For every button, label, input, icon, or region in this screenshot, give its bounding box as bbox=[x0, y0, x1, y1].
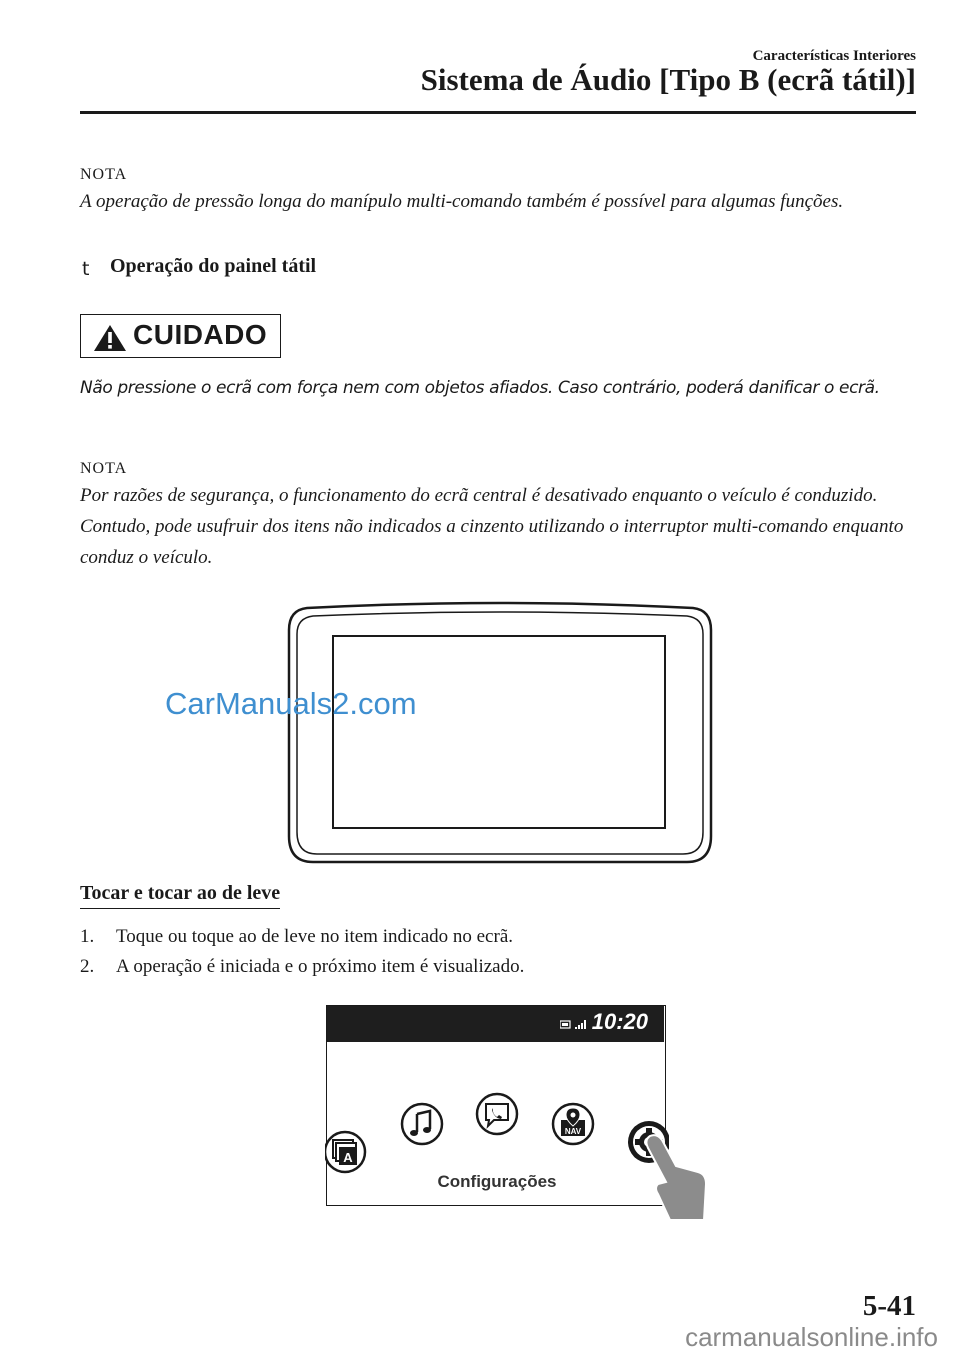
screen-caption: Configurações bbox=[437, 1172, 557, 1191]
step-number: 2. bbox=[80, 956, 95, 977]
subsection-heading: Operação do painel tátil bbox=[110, 255, 317, 277]
center-display-illustration bbox=[285, 600, 715, 868]
caution-text: Não pressione o ecrã com força nem com objetos afiados. Caso contrário, poderá danificar o ecrã. bbox=[80, 378, 880, 398]
footer-watermark: carmanualsonline.info bbox=[685, 1322, 938, 1352]
signal-battery-icon bbox=[560, 1018, 590, 1030]
section-title: Tocar e tocar ao de leve bbox=[80, 882, 280, 909]
note-text-2: Por razões de segurança, o funcionamento do ecrã central é desativado enquanto o veículo é conduzido. Contudo, pode usufruir dos itens não indicados a cinzento utilizando o interruptor multi-comando enquanto conduz o veículo. bbox=[80, 485, 904, 568]
header-section: Características Interiores bbox=[752, 48, 916, 64]
navigation-icon[interactable] bbox=[551, 1102, 595, 1146]
screen-illustration bbox=[326, 1005, 666, 1206]
note-label-2: NOTA bbox=[80, 460, 128, 477]
note-label: NOTA bbox=[80, 166, 128, 183]
list-item bbox=[80, 922, 524, 952]
watermark: CarManuals2.com bbox=[165, 686, 417, 721]
communication-icon[interactable] bbox=[475, 1092, 519, 1136]
step-text: A operação é iniciada e o próximo item é visualizado. bbox=[116, 956, 525, 977]
list-item bbox=[80, 952, 524, 982]
clock: 10:20 bbox=[591, 1009, 648, 1034]
bullet-marker: t bbox=[82, 258, 90, 280]
app-badge: A bbox=[343, 1150, 353, 1165]
steps-list bbox=[80, 922, 524, 982]
caution-box bbox=[80, 314, 281, 358]
caution-label: CUIDADO bbox=[133, 319, 268, 350]
page-title: Sistema de Áudio [Tipo B (ecrã tátil)] bbox=[420, 62, 916, 97]
finger-pointer-icon bbox=[640, 1130, 712, 1226]
step-number: 1. bbox=[80, 926, 95, 947]
status-bar bbox=[327, 1006, 664, 1042]
applications-icon[interactable] bbox=[325, 1130, 369, 1174]
warning-icon bbox=[93, 324, 127, 352]
step-text: Toque ou toque ao de leve no item indicado no ecrã. bbox=[116, 926, 514, 947]
nav-badge: NAV bbox=[564, 1127, 582, 1136]
note-text: A operação de pressão longa do manípulo multi-comando também é possível para algumas funções. bbox=[80, 191, 844, 212]
header-rule bbox=[80, 111, 916, 114]
music-icon[interactable] bbox=[400, 1102, 444, 1146]
page-number: 5-41 bbox=[862, 1290, 916, 1322]
